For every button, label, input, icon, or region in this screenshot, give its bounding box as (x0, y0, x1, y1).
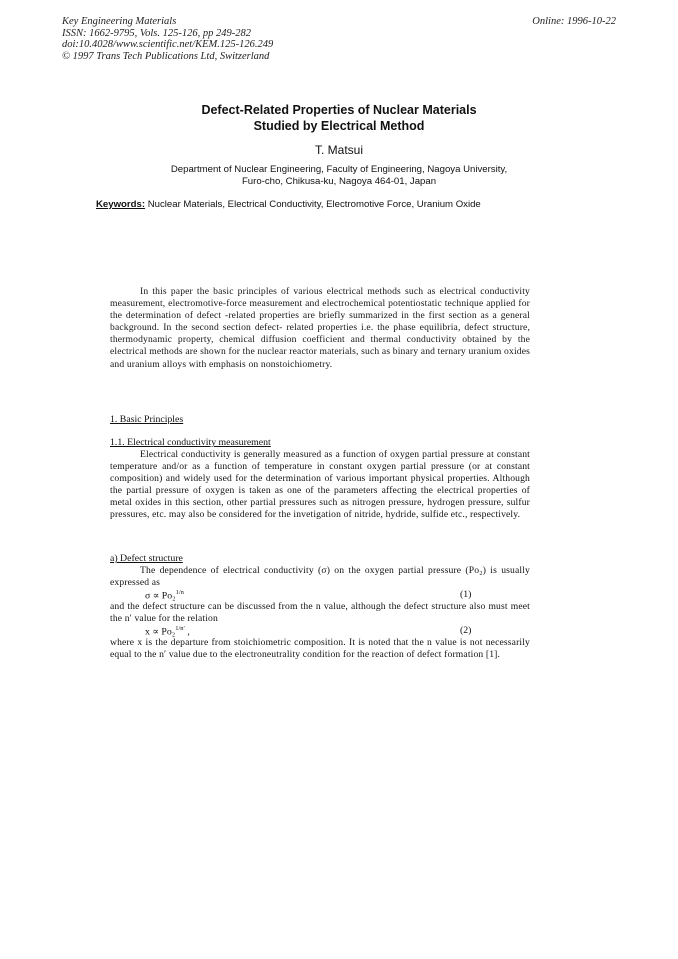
equation-2-exponent: 1/n′ (175, 625, 185, 632)
equation-1-number: (1) (460, 589, 472, 600)
paragraph-1-1: Electrical conductivity is generally measured as a function of oxygen partial pressure at constant temperature and/or as a function of temperature in constant oxygen partial pressure (or at constant composition) and widely used for the determination of various important physical properties. Although the partial pressure of oxygen is taken as one of the parameters affecting the electrical properties of metal oxides in this section, other partial pressures such as nitrogen pressure, hydrogen pressure, sulfur pressures, etc. may also be considered for the invetigation of nitride, hydride, sulfide etc., respectively. (110, 449, 530, 521)
subsection-heading-a: a) Defect structure (110, 553, 183, 564)
journal-name: Key Engineering Materials (62, 16, 177, 27)
affiliation-line-2: Furo-cho, Chikusa-ku, Nagoya 464-01, Japan (241, 176, 437, 187)
abstract-text: In this paper the basic principles of various electrical methods such as electrical conductivity measurement, electromotive-force measurement and electrochemical potentiostatic technique applied for the determination of defect -related properties are briefly summarized in the first section as a general background. In the second section defect- related properties i.e. the phase equilibria, defect structure, thermodynamic property, chemical diffusion coefficient and thermal conductivity obtained by the electrical methods are shown for the nuclear reactor materials, such as binary and ternary uranium oxides and uranium alloys with emphasis on nonstoichiometry. (110, 286, 530, 370)
doi-line: doi:10.4028/www.scientific.net/KEM.125-126.249 (62, 39, 274, 50)
abstract (110, 286, 530, 371)
equation-1-exponent: 1/n (175, 589, 184, 596)
equation-1-body: σ ∝ Po₂ (145, 590, 176, 602)
paragraph-a-3: where x is the departure from stoichiometric composition. It is noted that the n value is not necessarily equal to the n′ value due to the electroneutrality condition for the reaction of defect formation [1]. (110, 637, 530, 661)
title-line-2: Studied by Electrical Method (253, 119, 425, 133)
paper-title (0, 102, 678, 134)
affiliation (0, 164, 678, 188)
paragraph-a-1: The dependence of electrical conductivity (σ) on the oxygen partial pressure (Po₂) is usually expressed as (110, 565, 530, 589)
title-line-1: Defect-Related Properties of Nuclear Materials (201, 103, 477, 117)
journal-header (62, 16, 273, 62)
copyright-line: © 1997 Trans Tech Publications Ltd, Switzerland (62, 50, 270, 62)
equation-1 (145, 589, 184, 601)
keywords (96, 199, 481, 210)
online-date: Online: 1996-10-22 (532, 16, 616, 27)
paragraph-a-2: and the defect structure can be discussed from the n value, although the defect structure also must meet the n′ value for the relation (110, 601, 530, 625)
section-heading-1-1: 1.1. Electrical conductivity measurement (110, 437, 271, 448)
equation-2-body: x ∝ Po₂ (145, 626, 176, 638)
keywords-list: Nuclear Materials, Electrical Conductivity, Electromotive Force, Uranium Oxide (145, 199, 481, 210)
equation-2 (145, 625, 190, 637)
section-heading-1: 1. Basic Principles (110, 414, 184, 425)
author: T. Matsui (314, 143, 363, 157)
keywords-label: Keywords: (96, 199, 146, 210)
issn-line: ISSN: 1662-9795, Vols. 125-126, pp 249-282 (62, 27, 251, 39)
equation-2-number: (2) (460, 625, 472, 636)
equation-2-tail: , (184, 626, 190, 638)
affiliation-line-1: Department of Nuclear Engineering, Faculty of Engineering, Nagoya University, (170, 164, 508, 175)
